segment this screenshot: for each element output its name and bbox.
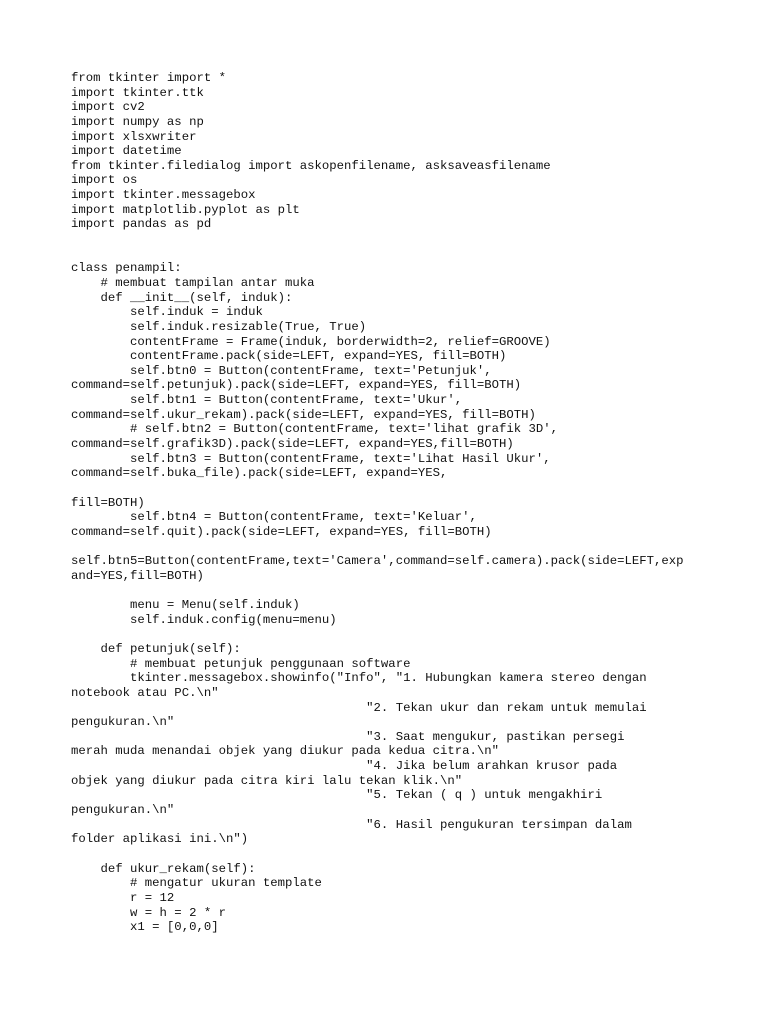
- code-line: tkinter.messagebox.showinfo("Info", "1. Hubungkan kamera stereo dengan: [71, 671, 647, 686]
- code-line: "2. Tekan ukur dan rekam untuk memulai: [71, 700, 647, 715]
- code-line: [71, 583, 684, 598]
- code-line: merah muda menandai objek yang diukur pada kedua citra.\n": [71, 744, 500, 759]
- code-line: # self.btn2 = Button(contentFrame, text='lihat grafik 3D',: [71, 422, 559, 437]
- code-line: import xlsxwriter: [71, 129, 197, 144]
- code-line: def petunjuk(self):: [71, 641, 241, 656]
- code-line: import pandas as pd: [71, 217, 212, 232]
- code-line: notebook atau PC.\n": [71, 685, 219, 700]
- code-listing: [71, 71, 684, 935]
- code-line: from tkinter import *: [71, 71, 226, 85]
- code-line: and=YES,fill=BOTH): [71, 568, 204, 583]
- code-line: self.induk.resizable(True, True): [71, 319, 367, 334]
- code-line: [71, 540, 684, 555]
- code-line: command=self.ukur_rekam).pack(side=LEFT, expand=YES, fill=BOTH): [71, 407, 536, 422]
- code-line: w = h = 2 * r: [71, 905, 226, 920]
- code-line: command=self.buka_file).pack(side=LEFT, expand=YES,: [71, 466, 448, 481]
- code-line: [71, 481, 684, 496]
- code-line: self.btn3 = Button(contentFrame, text='Lihat Hasil Ukur',: [71, 451, 551, 466]
- code-line: "5. Tekan ( q ) untuk mengakhiri: [71, 788, 603, 803]
- code-line: import numpy as np: [71, 114, 204, 129]
- code-line: command=self.grafik3D).pack(side=LEFT, expand=YES,fill=BOTH): [71, 437, 514, 452]
- code-line: from tkinter.filedialog import askopenfilename, asksaveasfilename: [71, 158, 551, 173]
- code-line: fill=BOTH): [71, 495, 145, 510]
- code-line: self.induk.config(menu=menu): [71, 612, 337, 627]
- code-line: "4. Jika belum arahkan krusor pada: [71, 759, 618, 774]
- code-line: import os: [71, 173, 138, 188]
- code-line: # mengatur ukuran template: [71, 876, 322, 891]
- code-line: # membuat petunjuk penggunaan software: [71, 656, 411, 671]
- code-line: self.btn1 = Button(contentFrame, text='Ukur',: [71, 393, 463, 408]
- code-line: pengukuran.\n": [71, 715, 175, 730]
- code-line: contentFrame = Frame(induk, borderwidth=2, relief=GROOVE): [71, 334, 551, 349]
- code-line: menu = Menu(self.induk): [71, 598, 300, 613]
- code-line: objek yang diukur pada citra kiri lalu tekan klik.\n": [71, 773, 463, 788]
- code-line: def __init__(self, induk):: [71, 290, 293, 305]
- code-line: contentFrame.pack(side=LEFT, expand=YES, fill=BOTH): [71, 349, 507, 364]
- code-line: folder aplikasi ini.\n"): [71, 832, 249, 847]
- code-line: self.btn4 = Button(contentFrame, text='Keluar',: [71, 510, 477, 525]
- code-line: command=self.petunjuk).pack(side=LEFT, expand=YES, fill=BOTH): [71, 378, 522, 393]
- code-line: [71, 847, 684, 862]
- code-line: self.btn5=Button(contentFrame,text='Camera',command=self.camera).pack(side=LEFT,exp: [71, 554, 684, 569]
- code-line: import tkinter.messagebox: [71, 188, 256, 203]
- code-line: class penampil:: [71, 261, 182, 276]
- code-line: import cv2: [71, 100, 145, 115]
- code-line: # membuat tampilan antar muka: [71, 275, 315, 290]
- code-line: x1 = [0,0,0]: [71, 920, 219, 935]
- code-line: command=self.quit).pack(side=LEFT, expand=YES, fill=BOTH): [71, 524, 492, 539]
- code-line: "6. Hasil pengukuran tersimpan dalam: [71, 817, 632, 832]
- code-line: pengukuran.\n": [71, 803, 175, 818]
- code-line: import tkinter.ttk: [71, 85, 204, 100]
- code-line: r = 12: [71, 890, 175, 905]
- code-line: [71, 627, 684, 642]
- code-line: "3. Saat mengukur, pastikan persegi: [71, 729, 625, 744]
- code-line: def ukur_rekam(self):: [71, 861, 256, 876]
- code-line: import matplotlib.pyplot as plt: [71, 202, 300, 217]
- code-line: import datetime: [71, 144, 182, 159]
- code-line: self.btn0 = Button(contentFrame, text='Petunjuk',: [71, 363, 492, 378]
- code-line: [71, 232, 684, 247]
- code-line: [71, 247, 684, 262]
- code-line: self.induk = induk: [71, 305, 263, 320]
